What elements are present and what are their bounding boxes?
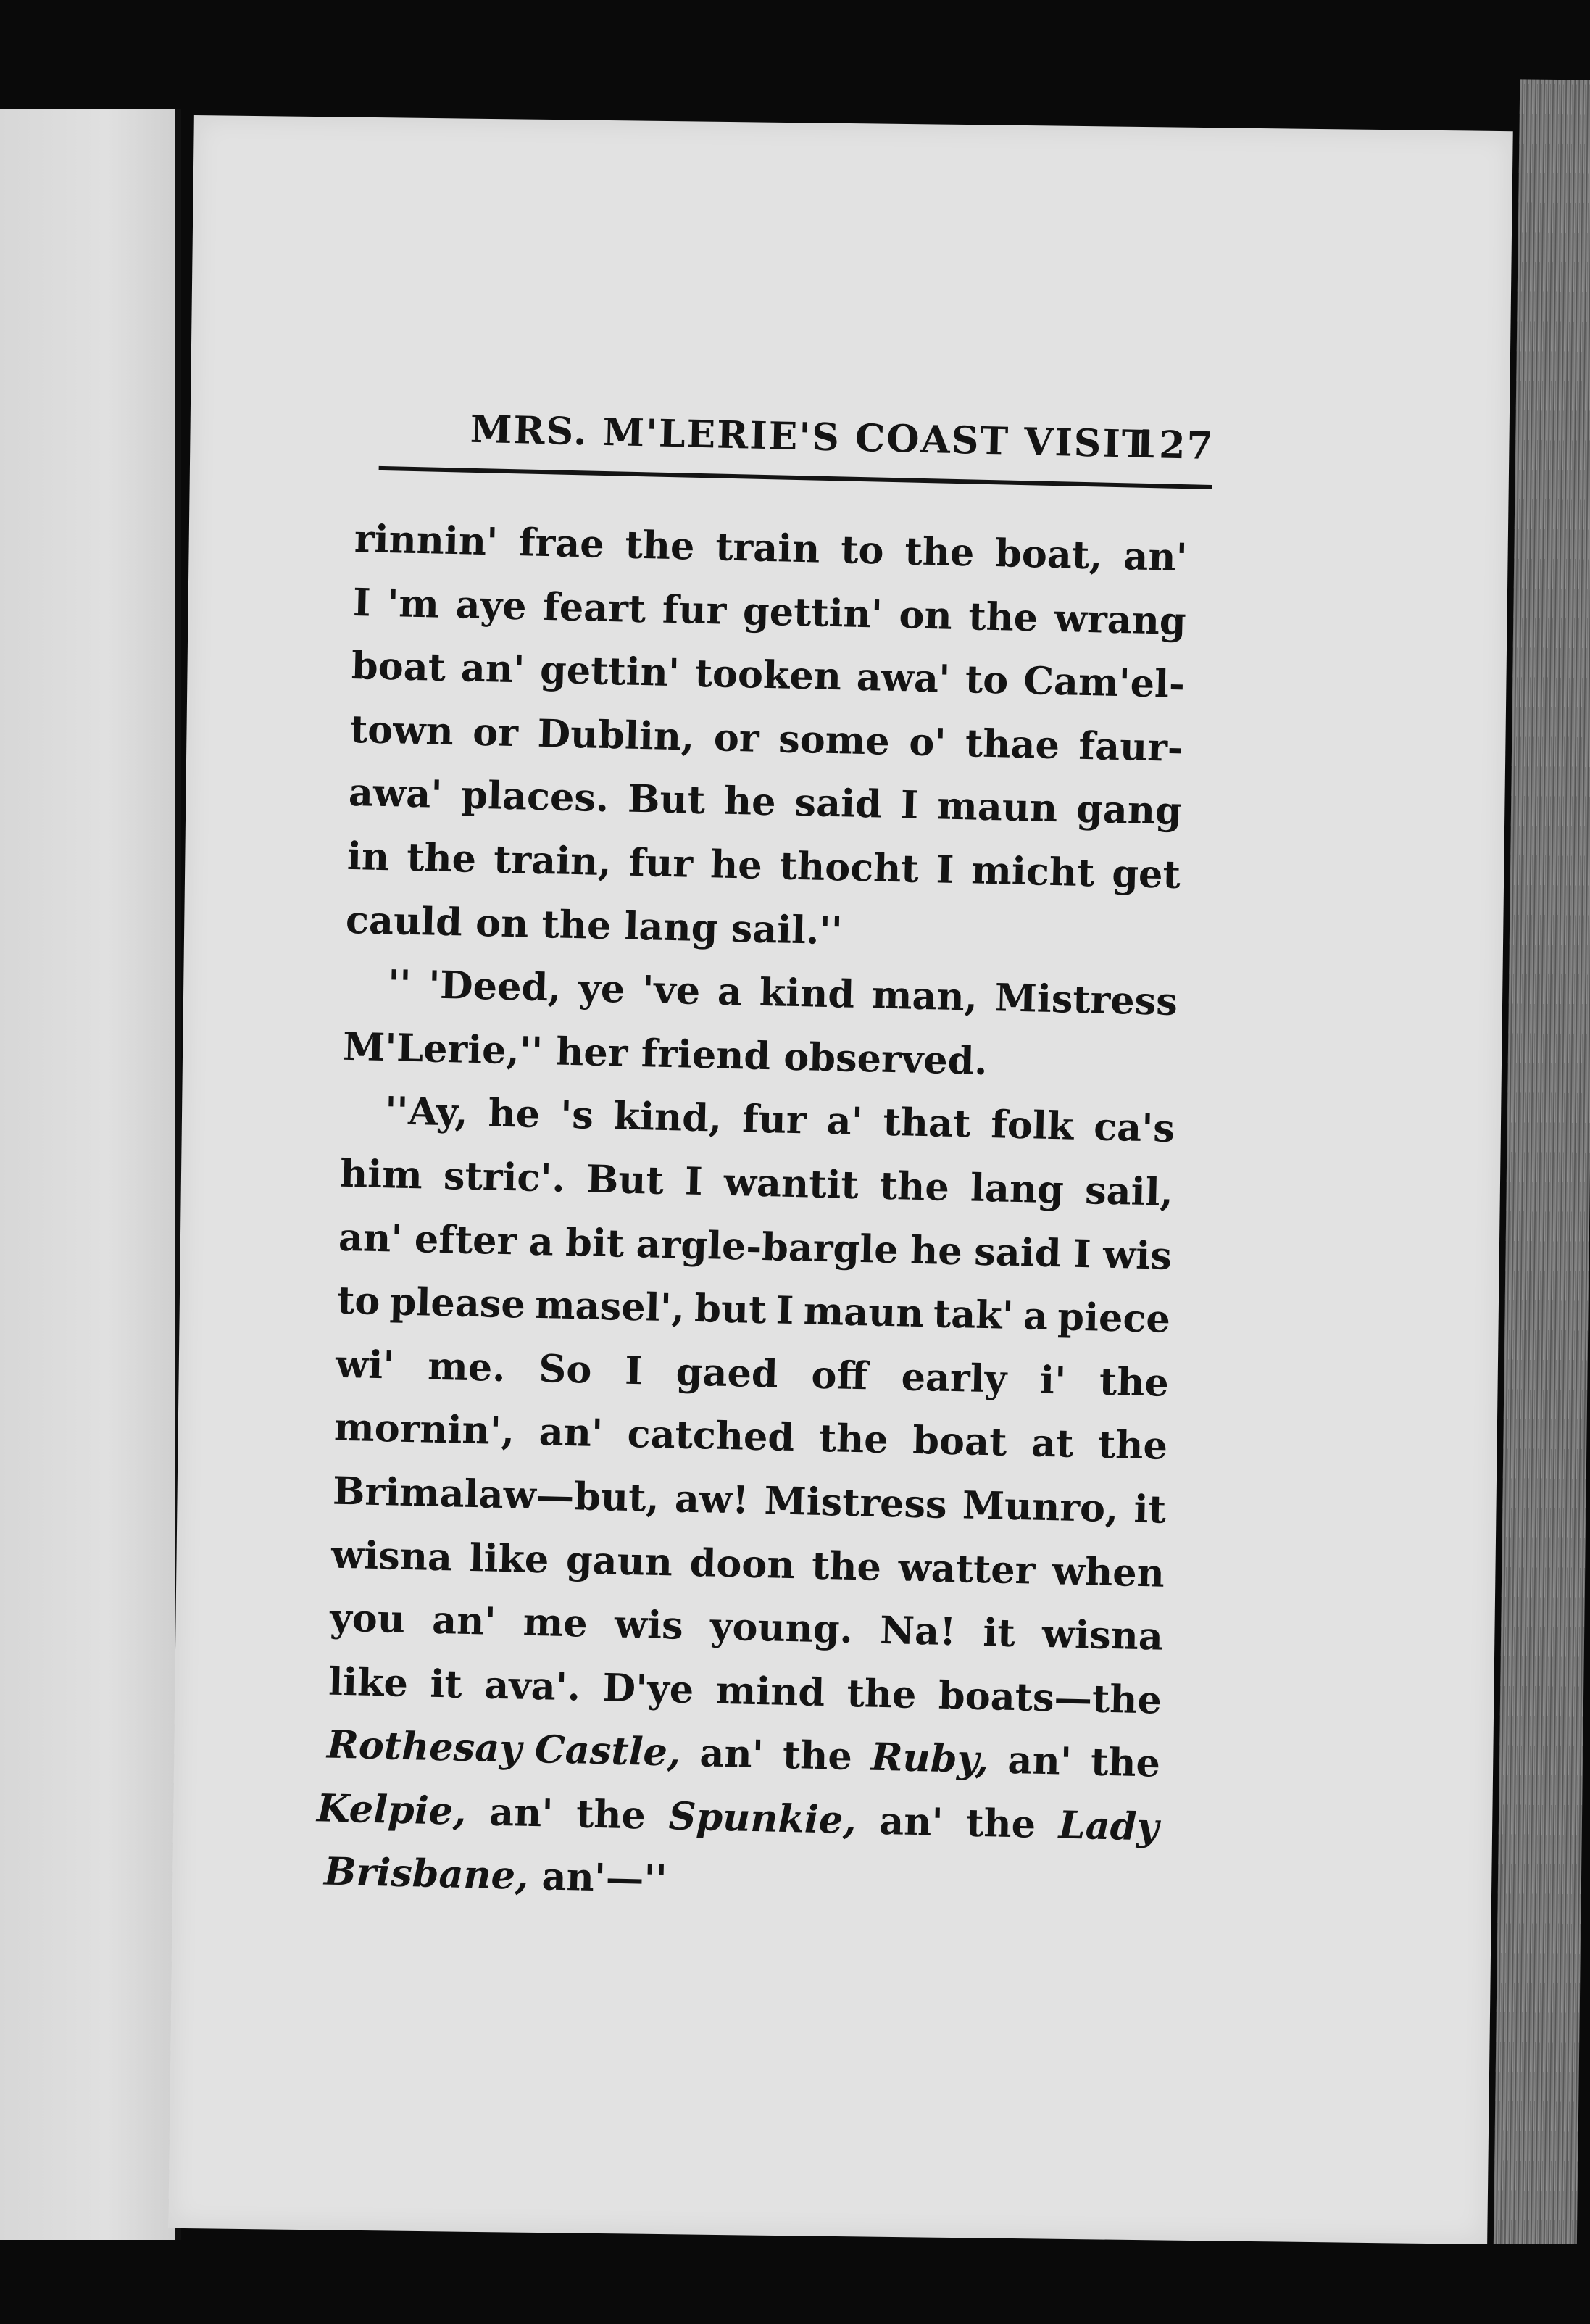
text-line: like it ava'. D'ye mind the boats—the [328, 1659, 1162, 1723]
text-line: an' efter a bit argle-bargle he said I wis [338, 1215, 1173, 1279]
text-line: wisna like gaun doon the watter when [330, 1532, 1165, 1596]
text-line: mornin', an' catched the boat at the [333, 1405, 1168, 1469]
running-title: MRS. M'LERIE'S COAST VISIT [470, 407, 1152, 468]
page-body [316, 507, 1189, 1923]
text-line: Rothesay Castle, an' the Ruby, an' the [326, 1722, 1161, 1786]
text-line: I 'm aye feart fur gettin' on the wrang [352, 580, 1187, 644]
text-line: rinnin' frae the train to the boat, an' [354, 516, 1189, 581]
text-line: Brimalaw—but, aw! Mistress Munro, it [332, 1469, 1167, 1532]
text-line: boat an' gettin' tooken awa' to Cam'el- [351, 644, 1186, 707]
page-number: 127 [1131, 422, 1215, 469]
text-line: ''Ay, he 's kind, fur a' that folk ca's [384, 1089, 1175, 1152]
text-line: to please masel', but I maun tak' a piece [336, 1278, 1171, 1342]
text-line: '' 'Deed, ye 've a kind man, Mistress [387, 962, 1178, 1025]
text-line: cauld on the lang sail.'' [345, 897, 844, 953]
text-line: awa' places. But he said I maun gang [348, 771, 1183, 834]
text-line: wi' me. So I gaed off early i' the [335, 1342, 1170, 1406]
text-line: in the train, fur he thocht I micht get [346, 834, 1181, 897]
text-line: Brisbane, an'—'' [323, 1849, 668, 1902]
text-line: him stric'. But I wantit the lang sail, [339, 1151, 1174, 1215]
text-line: Kelpie, an' the Spunkie, an' the Lady [316, 1786, 1160, 1850]
text-line: town or Dublin, or some o' thae faur- [349, 707, 1184, 771]
text-line: M'Lerie,'' her friend observed. [342, 1024, 988, 1084]
text-line: you an' me wis young. Na! it wisna [329, 1595, 1164, 1659]
scan-border [0, 2244, 1590, 2324]
previous-page-edge [0, 109, 178, 2240]
